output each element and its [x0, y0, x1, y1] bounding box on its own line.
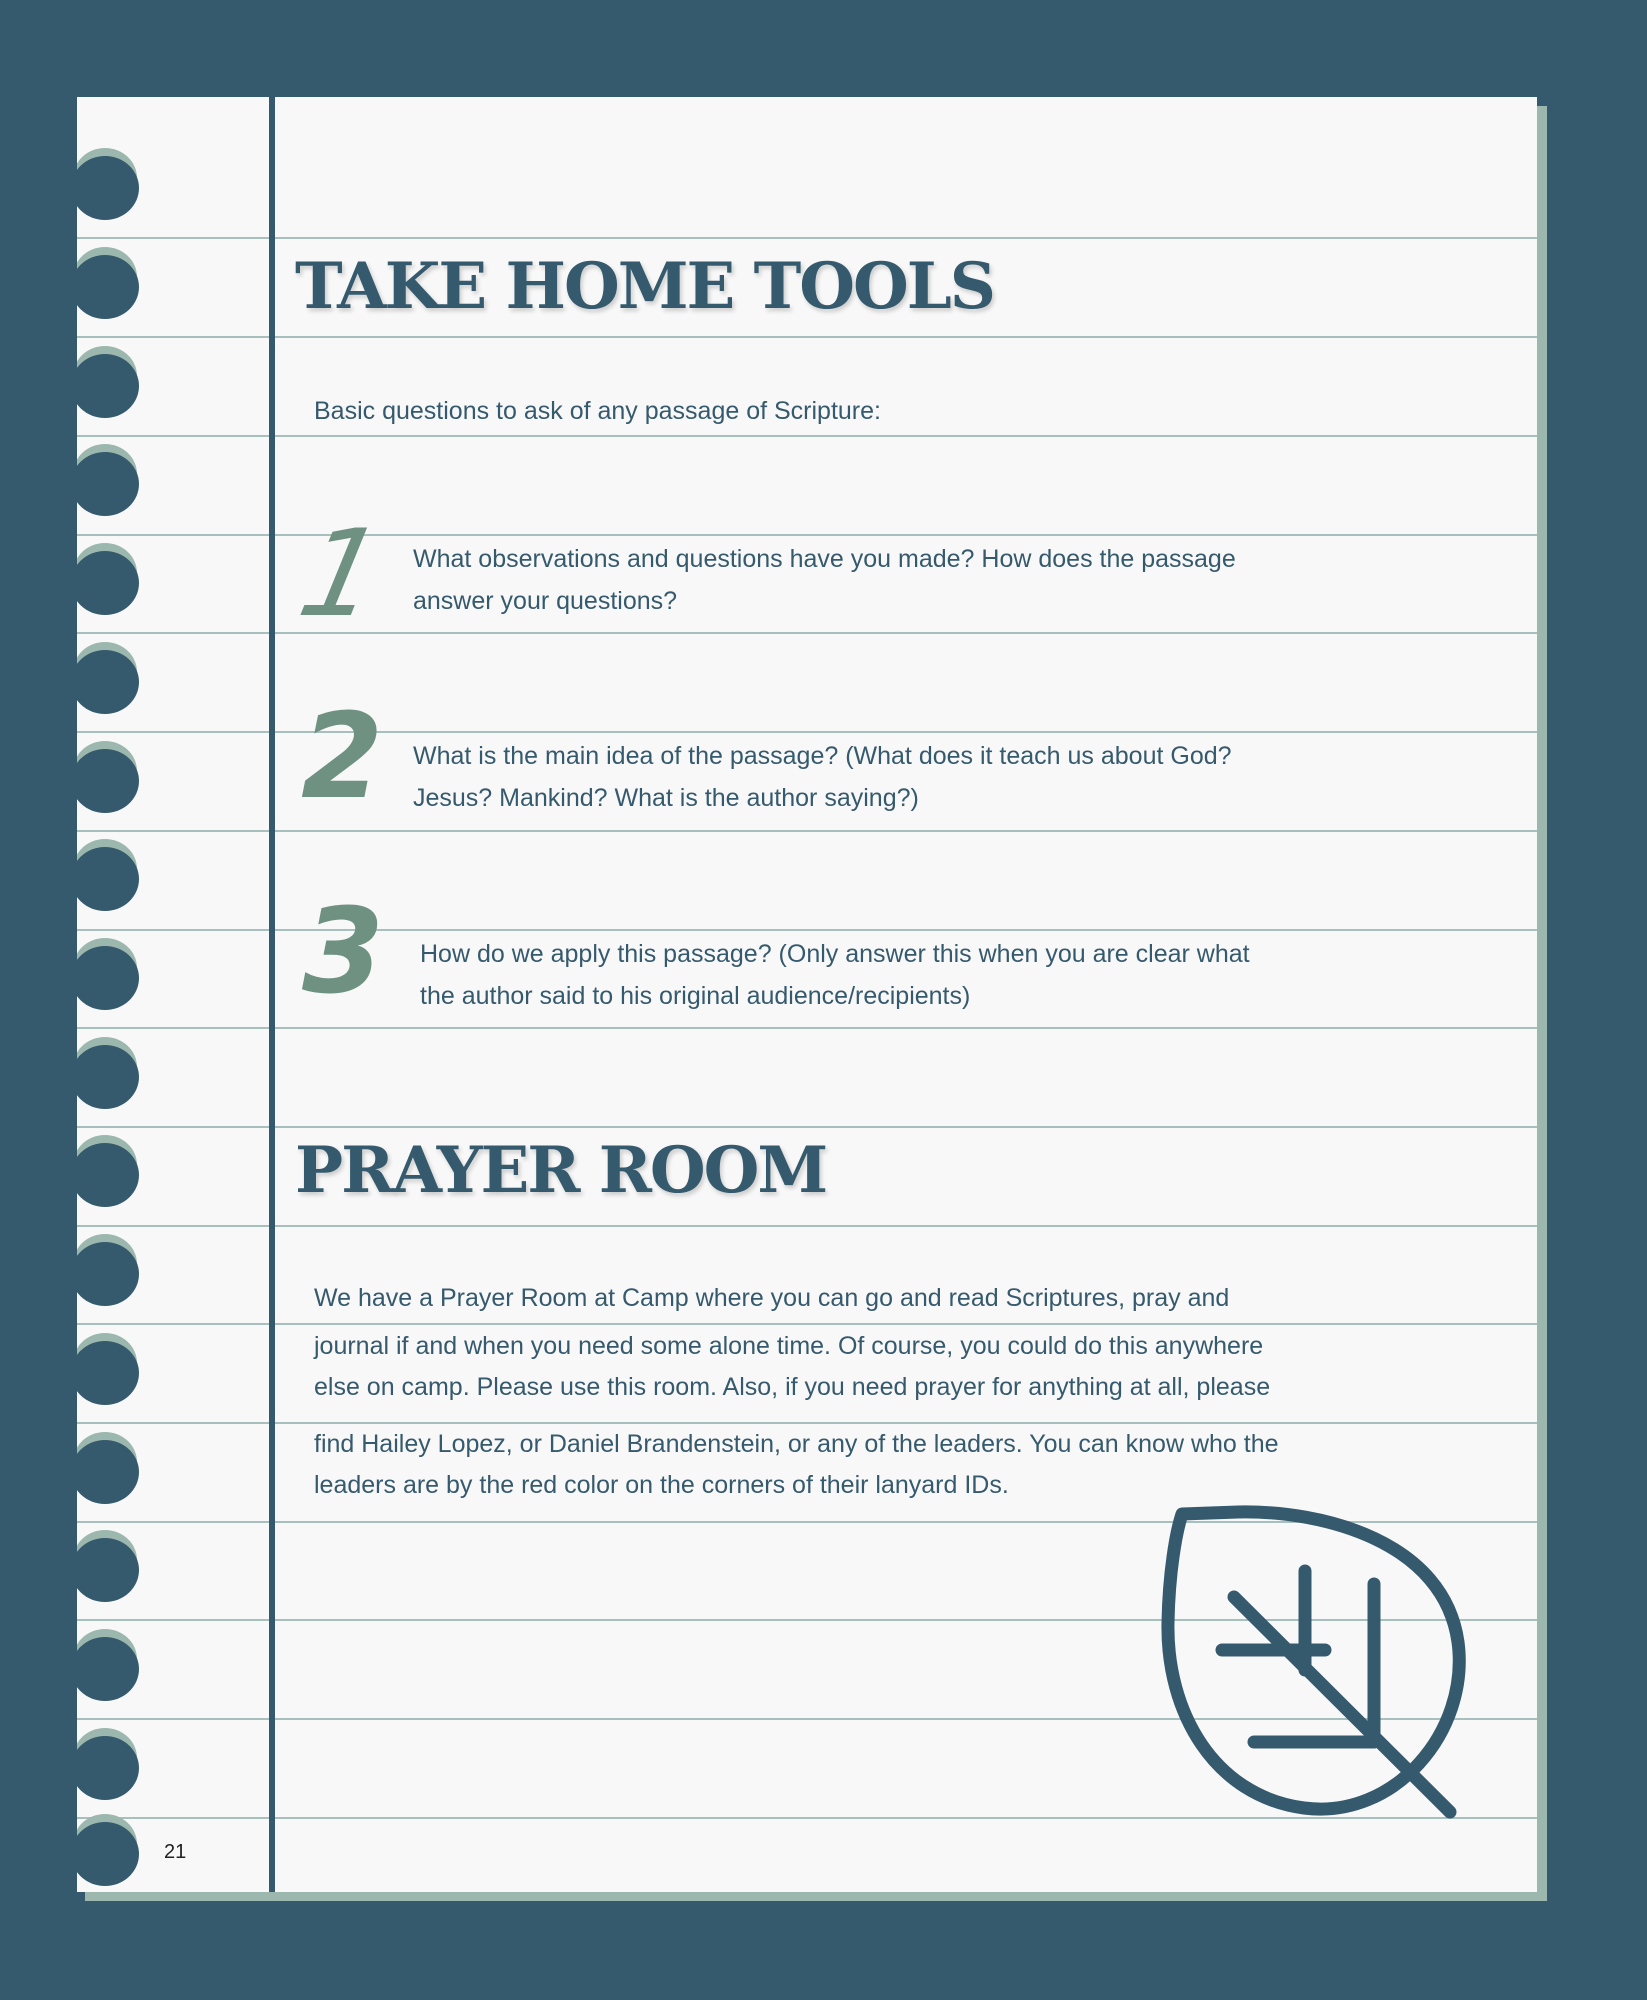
question-2: [413, 735, 1393, 819]
ruled-line: [77, 1126, 1537, 1128]
spiral-hole-icon: [77, 1538, 141, 1602]
spiral-hole-icon: [77, 551, 141, 615]
question-1: [413, 538, 1393, 622]
leaf-icon: [1154, 1502, 1474, 1832]
ruled-line: [77, 1225, 1537, 1227]
spiral-hole-icon: [77, 749, 141, 813]
ruled-line: [77, 336, 1537, 338]
question-3-line-2: the author said to his original audience/recipients): [420, 982, 971, 1010]
spiral-hole-icon: [77, 1341, 141, 1405]
question-2-line-1: What is the main idea of the passage? (What does it teach us about God?: [413, 742, 1232, 770]
intro-text: Basic questions to ask of any passage of Scripture:: [314, 397, 881, 425]
section-heading-prayer-room: PRAYER ROOM: [295, 1133, 827, 1208]
prayer-room-line-4: find Hailey Lopez, or Daniel Brandenstein, or any of the leaders. You can know who the: [314, 1430, 1279, 1458]
ruled-line: [77, 1323, 1537, 1325]
ruled-line: [77, 435, 1537, 437]
spiral-hole-icon: [77, 156, 141, 220]
spiral-hole-icon: [77, 354, 141, 418]
spiral-hole-icon: [77, 255, 141, 319]
margin-line: [269, 97, 275, 1892]
prayer-room-line-5: leaders are by the red color on the corners of their lanyard IDs.: [314, 1471, 1009, 1499]
question-number-2: 2: [301, 687, 384, 825]
notebook-paper: [77, 97, 1537, 1892]
question-number-1: 1: [288, 505, 395, 644]
spiral-hole-icon: [77, 1143, 141, 1207]
prayer-room-line-1: We have a Prayer Room at Camp where you can go and read Scriptures, pray and: [314, 1284, 1230, 1312]
prayer-room-line-3: else on camp. Please use this room. Also, if you need prayer for anything at all, please: [314, 1373, 1271, 1401]
ruled-line: [77, 830, 1537, 832]
page-number: 21: [164, 1841, 187, 1863]
question-1-line-2: answer your questions?: [413, 587, 678, 615]
spiral-hole-icon: [77, 1637, 141, 1701]
spiral-hole-icon: [77, 1440, 141, 1504]
spiral-hole-icon: [77, 847, 141, 911]
ruled-line: [77, 237, 1537, 239]
spiral-hole-icon: [77, 452, 141, 516]
question-1-line-1: What observations and questions have you made? How does the passage: [413, 545, 1236, 573]
prayer-room-line-2: journal if and when you need some alone time. Of course, you could do this anywhere: [314, 1332, 1264, 1360]
section-heading-take-home-tools: TAKE HOME TOOLS: [295, 249, 994, 324]
ruled-line: [77, 534, 1537, 536]
spiral-hole-icon: [77, 1242, 141, 1306]
question-3: [420, 933, 1400, 1017]
spiral-hole-icon: [77, 946, 141, 1010]
spiral-hole-icon: [77, 1736, 141, 1800]
spiral-hole-icon: [77, 1045, 141, 1109]
question-number-3: 3: [302, 882, 385, 1020]
question-2-line-2: Jesus? Mankind? What is the author saying?): [413, 784, 919, 812]
ruled-line: [77, 1027, 1537, 1029]
question-3-line-1: How do we apply this passage? (Only answer this when you are clear what: [420, 940, 1250, 968]
spiral-hole-icon: [77, 650, 141, 714]
ruled-line: [77, 731, 1537, 733]
ruled-line: [77, 929, 1537, 931]
spiral-hole-icon: [77, 1822, 141, 1886]
ruled-line: [77, 1422, 1537, 1424]
